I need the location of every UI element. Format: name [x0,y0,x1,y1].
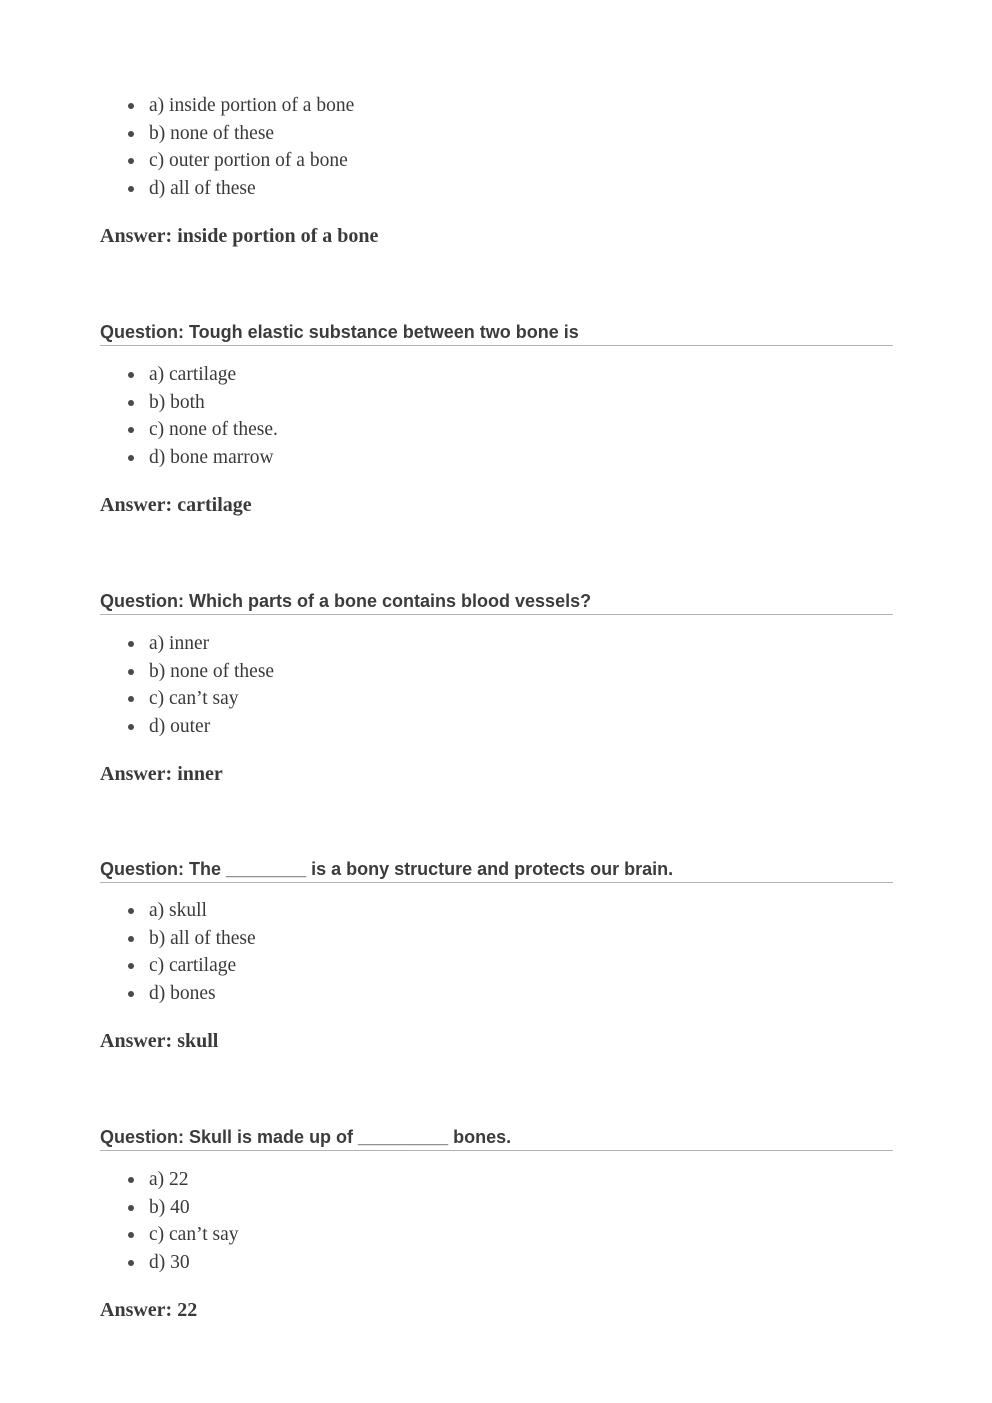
option-b: b) all of these [100,925,893,953]
options-list [100,897,893,1008]
option-d: d) outer [100,713,893,741]
option-d: d) all of these [100,175,893,203]
option-b: b) both [100,389,893,417]
bullet-icon [128,455,134,461]
option-b: b) 40 [100,1194,893,1222]
question-3: Question: The ________ is a bony structure and protects our brain. [100,856,893,883]
option-c: c) can’t say [100,1221,893,1249]
question-block-0 [100,92,893,203]
question-block-2 [100,630,893,741]
option-c: c) outer portion of a bone [100,147,893,175]
question-4: Question: Skull is made up of _________ bones. [100,1124,893,1151]
option-b: b) none of these [100,120,893,148]
question-2: Question: Which parts of a bone contains blood vessels? [100,588,893,615]
answer-2: Answer: inner [100,763,223,785]
bullet-icon [128,400,134,406]
bullet-icon [128,908,134,914]
bullet-icon [128,669,134,675]
answer-1: Answer: cartilage [100,494,252,516]
option-d: d) bones [100,980,893,1008]
question-1: Question: Tough elastic substance between two bone is [100,319,893,346]
bullet-icon [128,158,134,164]
option-a: a) inner [100,630,893,658]
option-d: d) 30 [100,1249,893,1277]
option-c: c) none of these. [100,416,893,444]
bullet-icon [128,372,134,378]
bullet-icon [128,1177,134,1183]
bullet-icon [128,696,134,702]
options-list [100,92,893,203]
bullet-icon [128,641,134,647]
answer-4: Answer: 22 [100,1299,198,1321]
options-list [100,630,893,741]
bullet-icon [128,1260,134,1266]
bullet-icon [128,1205,134,1211]
option-b: b) none of these [100,658,893,686]
answer-0: Answer: inside portion of a bone [100,225,379,247]
bullet-icon [128,103,134,109]
option-c: c) can’t say [100,685,893,713]
bullet-icon [128,186,134,192]
bullet-icon [128,991,134,997]
options-list [100,1166,893,1277]
answer-3: Answer: skull [100,1030,219,1052]
question-block-3 [100,897,893,1008]
bullet-icon [128,427,134,433]
question-block-4 [100,1166,893,1277]
option-a: a) skull [100,897,893,925]
options-list [100,361,893,472]
option-d: d) bone marrow [100,444,893,472]
question-block-1 [100,361,893,472]
option-a: a) inside portion of a bone [100,92,893,120]
bullet-icon [128,1232,134,1238]
bullet-icon [128,963,134,969]
option-a: a) cartilage [100,361,893,389]
option-a: a) 22 [100,1166,893,1194]
bullet-icon [128,131,134,137]
bullet-icon [128,936,134,942]
option-c: c) cartilage [100,952,893,980]
bullet-icon [128,724,134,730]
